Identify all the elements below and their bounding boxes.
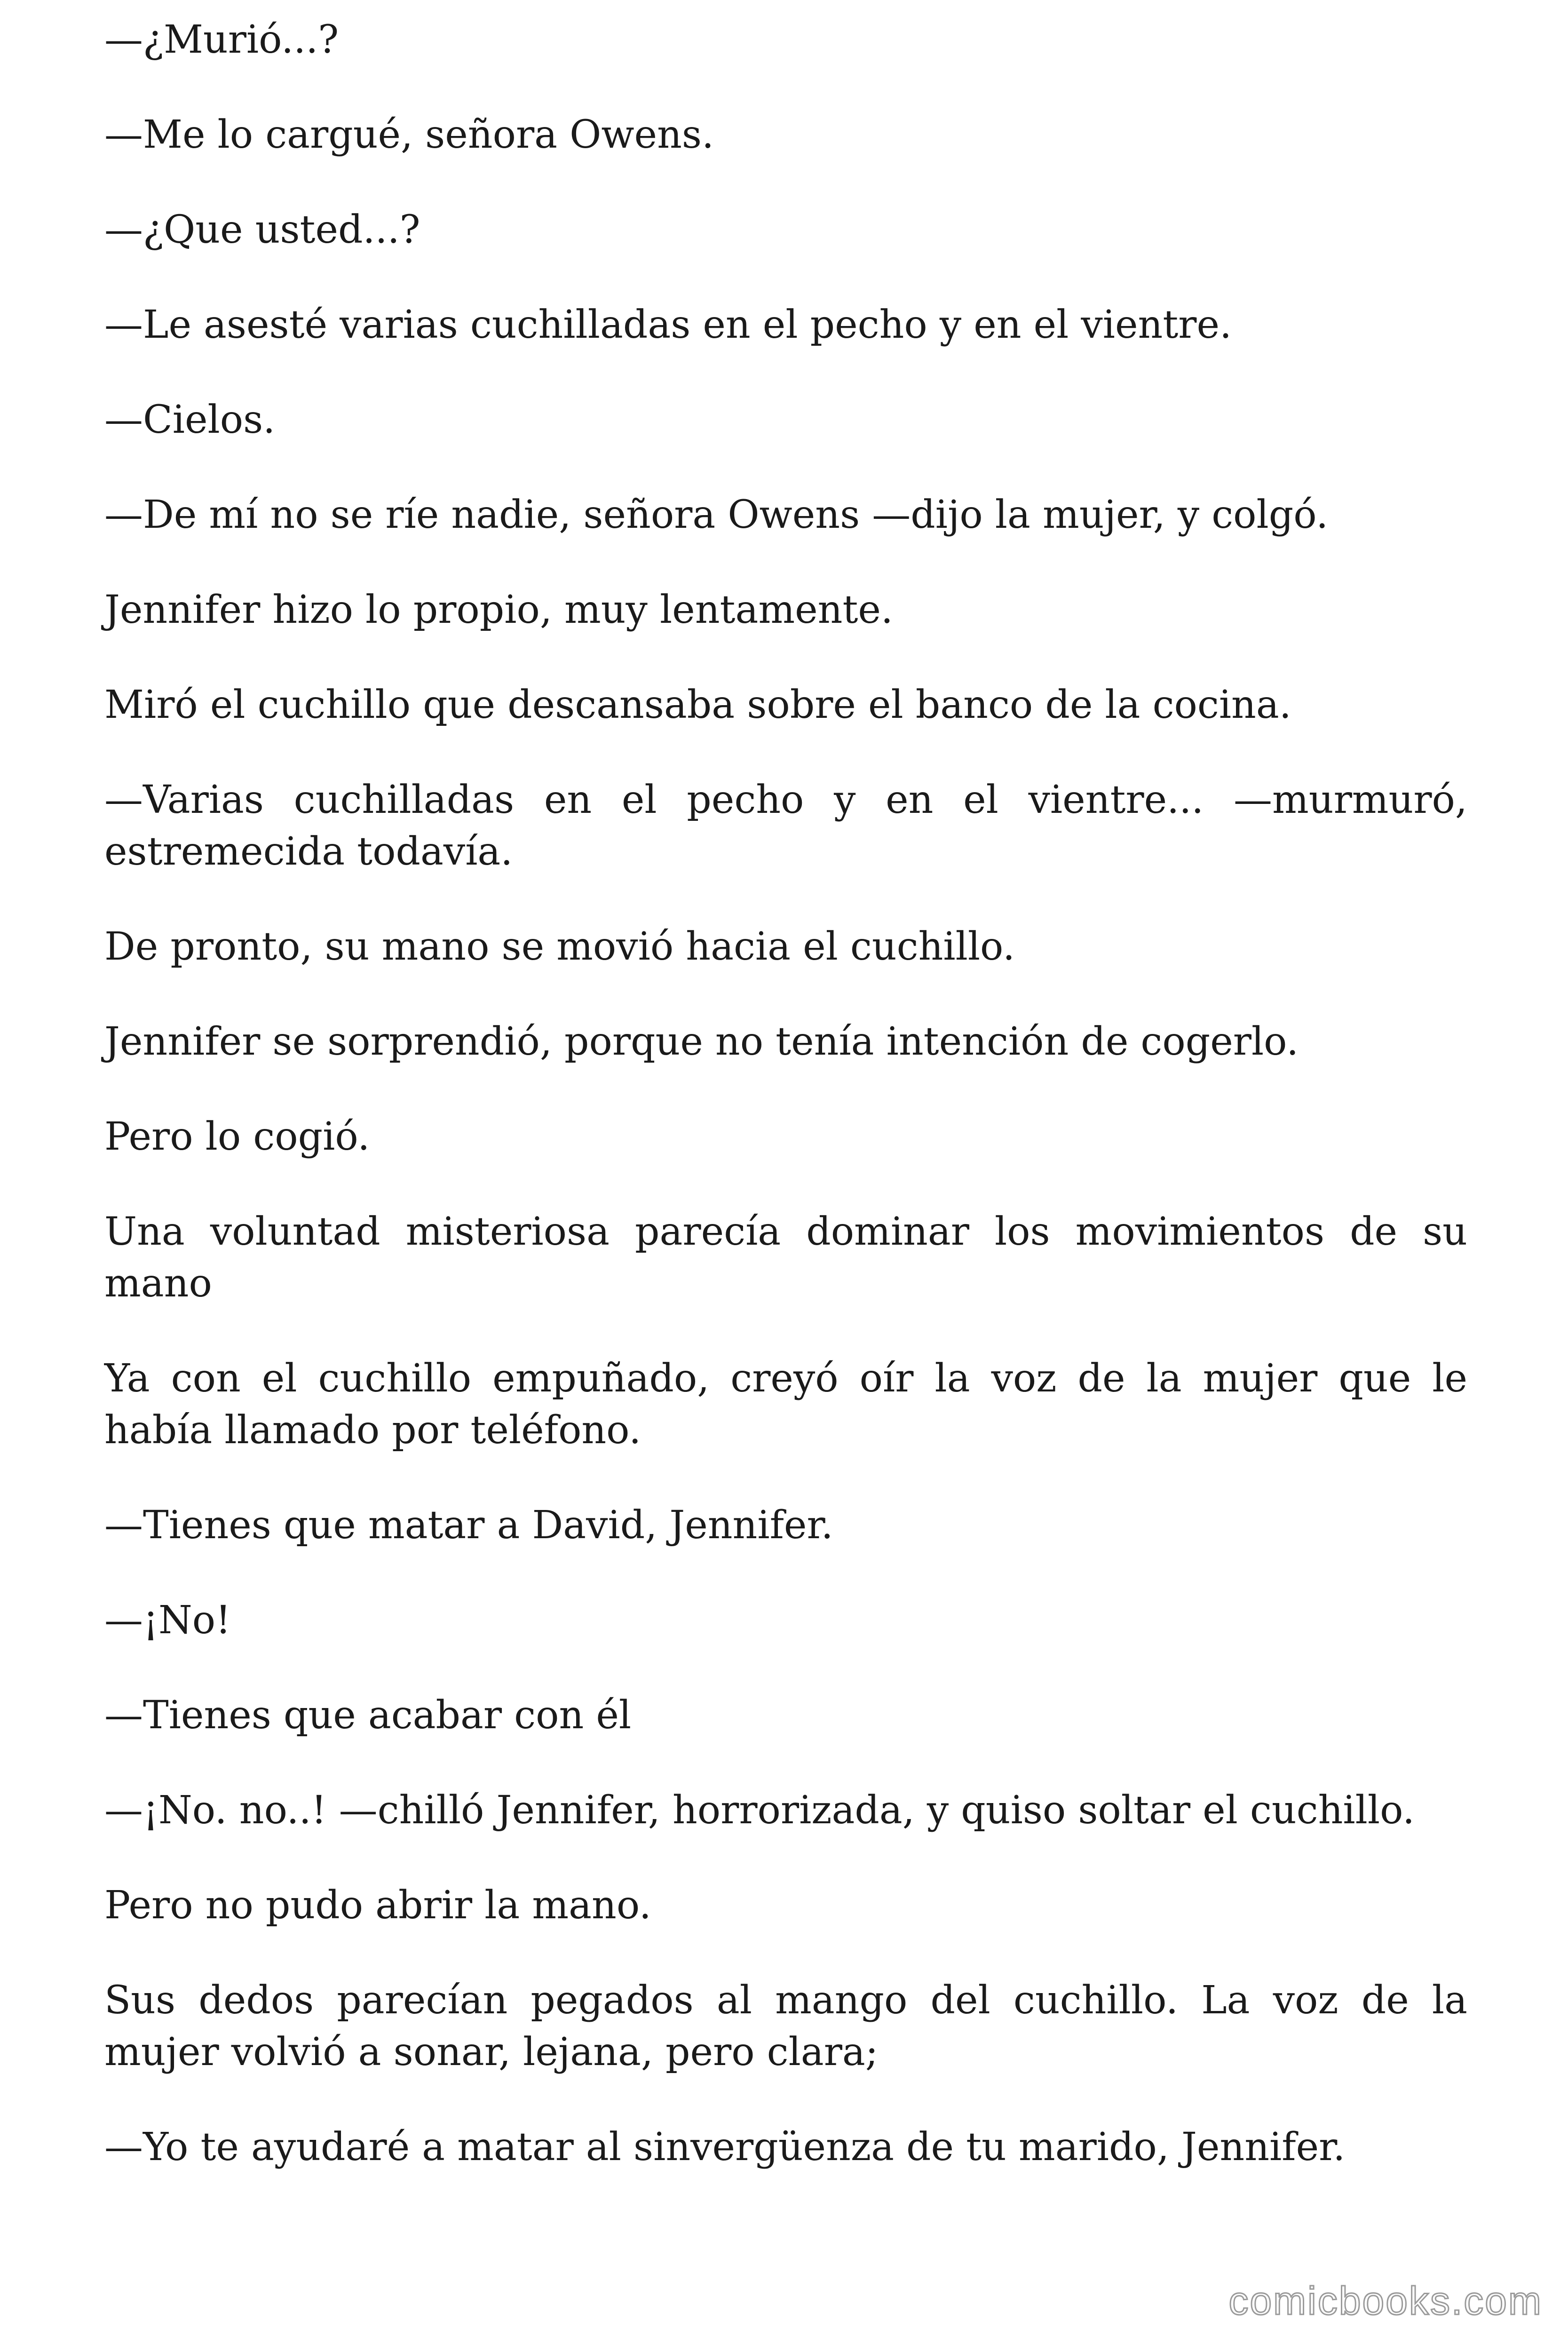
paragraph: —Me lo cargué, señora Owens.: [104, 112, 714, 157]
text-column: [104, 14, 1467, 2217]
paragraph: —Tienes que acabar con él: [104, 1693, 632, 1738]
paragraph: De pronto, su mano se movió hacia el cuchillo.: [104, 924, 1015, 969]
paragraph: Jennifer hizo lo propio, muy lentamente.: [104, 588, 893, 632]
paragraph: Jennifer se sorprendió, porque no tenía intención de cogerlo.: [104, 1019, 1299, 1064]
paragraph: Una voluntad misteriosa parecía dominar los movimientos de su mano: [104, 1209, 1467, 1306]
paragraph: —Varias cuchilladas en el pecho y en el vientre... —murmuró, estremecida todavía.: [104, 778, 1467, 874]
paragraph: —Cielos.: [104, 397, 276, 442]
paragraph: —De mí no se ríe nadie, señora Owens —dijo la mujer, y colgó.: [104, 493, 1329, 537]
paragraph: —¿Que usted...?: [104, 207, 420, 252]
paragraph: Miró el cuchillo que descansaba sobre el banco de la cocina.: [104, 683, 1291, 727]
paragraph: —Tienes que matar a David, Jennifer.: [104, 1503, 833, 1548]
paragraph: Pero lo cogió.: [104, 1114, 370, 1159]
paragraph: Ya con el cuchillo empuñado, creyó oír la voz de la mujer que le había llamado por teléfono.: [104, 1356, 1467, 1453]
paragraph: —¿Murió...?: [104, 17, 339, 62]
paragraph: Pero no pudo abrir la mano.: [104, 1883, 651, 1928]
paragraph: —Le asesté varias cuchilladas en el pecho y en el vientre.: [104, 302, 1232, 347]
paragraph: Sus dedos parecían pegados al mango del cuchillo. La voz de la mujer volvió a sonar, lejana, pero clara;: [104, 1978, 1467, 2074]
paragraph: —¡No!: [104, 1598, 231, 1643]
paragraph: —¡No. no..! —chilló Jennifer, horrorizada, y quiso soltar el cuchillo.: [104, 1788, 1415, 1833]
paragraph: —Yo te ayudaré a matar al sinvergüenza de tu marido, Jennifer.: [104, 2125, 1346, 2169]
watermark: comicbooks.com: [1228, 2279, 1543, 2323]
